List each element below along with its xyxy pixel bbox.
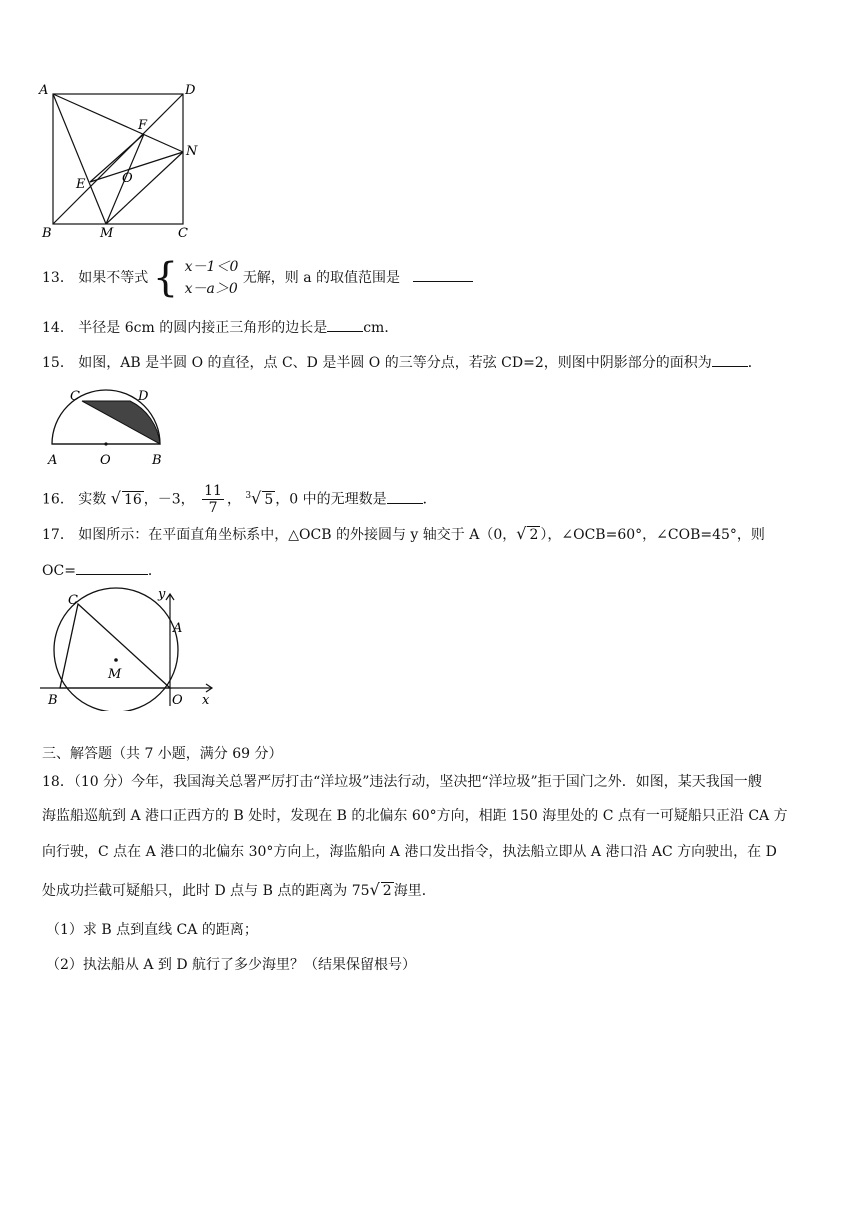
label-B: B bbox=[152, 453, 162, 468]
label-E: E bbox=[76, 177, 86, 192]
answer-blank-17[interactable] bbox=[76, 560, 148, 575]
sqrt-icon: √ bbox=[110, 488, 121, 508]
label-C: C bbox=[70, 389, 80, 404]
q17-post: ），∠OCB=60°，∠COB=45°，则 bbox=[540, 527, 765, 543]
label-y: y bbox=[158, 587, 166, 602]
answer-blank-14[interactable] bbox=[327, 317, 363, 332]
q16-sep1: ，－3， bbox=[143, 491, 195, 508]
sqrt-icon: √ bbox=[516, 524, 527, 543]
section-3-title: 三、解答题（共 7 小题，满分 69 分） bbox=[42, 746, 283, 762]
question-15 bbox=[42, 352, 762, 373]
label-C: C bbox=[178, 226, 188, 241]
cbrt-5: 5 bbox=[264, 491, 274, 508]
answer-blank-15[interactable] bbox=[712, 352, 748, 367]
label-B: B bbox=[48, 693, 58, 708]
q18-sub1: （1）求 B 点到直线 CA 的距离； bbox=[46, 922, 258, 938]
q18-line2: 海监船巡航到 A 港口正西方的 B 处时，发现在 B 的北偏东 60°方向，相距 150 海里处的 C 点有一可疑船只正沿 CA 方 bbox=[42, 808, 788, 824]
q16-sep2: ， bbox=[226, 491, 241, 508]
sqrt-icon: √ bbox=[369, 880, 380, 899]
label-A: A bbox=[39, 83, 49, 98]
q15-post: ． bbox=[747, 355, 762, 371]
q13-number: 13． bbox=[42, 270, 74, 286]
q16-pre: 实数 bbox=[78, 491, 107, 508]
q13-post: 无解，则 a 的取值范围是 bbox=[242, 270, 401, 286]
sqrt-2: 2 bbox=[382, 883, 392, 899]
q13-pre: 如果不等式 bbox=[78, 270, 149, 286]
answer-blank-16[interactable] bbox=[387, 489, 423, 504]
cbrt-icon: √ bbox=[251, 488, 262, 508]
label-A: A bbox=[48, 453, 58, 468]
q14-post: cm． bbox=[363, 320, 399, 336]
q18-line3: 向行驶，C 点在 A 港口的北偏东 30°方向上，海监船向 A 港口发出指令，执法船立即从 A 港口沿 AC 方向驶出，在 D bbox=[42, 844, 777, 860]
question-17-line2 bbox=[42, 560, 162, 581]
label-M: M bbox=[100, 226, 114, 241]
label-O: O bbox=[100, 453, 111, 468]
brace-icon: { bbox=[152, 255, 179, 301]
label-O: O bbox=[172, 693, 183, 708]
inequality-2: x－a＞0 bbox=[184, 281, 238, 297]
q18-sub2: （2）执法船从 A 到 D 航行了多少海里？（结果保留根号） bbox=[46, 957, 417, 973]
frac-numerator: 11 bbox=[204, 483, 222, 500]
label-B: B bbox=[42, 226, 52, 241]
q15-number: 15． bbox=[42, 355, 74, 371]
q17-end: ． bbox=[147, 563, 162, 579]
q18-line4 bbox=[42, 880, 436, 901]
square-figure bbox=[36, 82, 206, 242]
question-17 bbox=[42, 524, 765, 545]
question-16 bbox=[42, 478, 437, 518]
inequality-1: x－1＜0 bbox=[184, 259, 239, 275]
q18-line1: 18．（10 分）今年，我国海关总署严厉打击“洋垃圾”违法行动，坚决把“洋垃圾”拒于国门之外．如图，某天我国一艘 bbox=[42, 774, 762, 790]
q17-line2: OC= bbox=[42, 563, 76, 579]
question-14 bbox=[42, 317, 398, 338]
q16-end: ． bbox=[422, 491, 437, 508]
q14-number: 14． bbox=[42, 320, 74, 336]
label-M: M bbox=[108, 667, 122, 682]
frac-denominator: 7 bbox=[208, 500, 218, 517]
label-N: N bbox=[186, 144, 198, 159]
fraction-11-7 bbox=[202, 483, 224, 516]
q15-text: 如图，AB 是半圆 O 的直径，点 C、D 是半圆 O 的三等分点，若弦 CD=2，则图中阴影部分的面积为 bbox=[78, 355, 712, 371]
label-x: x bbox=[202, 693, 210, 708]
label-C: C bbox=[68, 593, 78, 608]
q17-pre: 如图所示：在平面直角坐标系中，△OCB 的外接圆与 y 轴交于 A（0， bbox=[78, 527, 517, 543]
semicircle-figure bbox=[42, 382, 172, 468]
sqrt-2: 2 bbox=[529, 527, 539, 543]
q16-number: 16． bbox=[42, 491, 74, 508]
q16-post: ，0 中的无理数是 bbox=[275, 491, 387, 508]
q18-line4-post: 海里． bbox=[393, 883, 436, 899]
answer-blank-13[interactable] bbox=[413, 267, 473, 282]
cbrt-index: 3 bbox=[245, 491, 252, 501]
inequality-system bbox=[185, 256, 239, 300]
q18-line4-pre: 处成功拦截可疑船只，此时 D 点与 B 点的距离为 75 bbox=[42, 883, 370, 899]
q14-pre: 半径是 6cm 的圆内接正三角形的边长是 bbox=[78, 320, 328, 336]
q17-number: 17． bbox=[42, 527, 74, 543]
question-13 bbox=[42, 256, 473, 300]
label-D: D bbox=[138, 389, 149, 404]
label-O: O bbox=[122, 171, 133, 186]
label-F: F bbox=[138, 118, 148, 133]
label-D: D bbox=[185, 83, 196, 98]
label-A: A bbox=[173, 621, 183, 636]
sqrt-16: 16 bbox=[123, 491, 142, 508]
circle-axes-figure bbox=[40, 586, 220, 711]
